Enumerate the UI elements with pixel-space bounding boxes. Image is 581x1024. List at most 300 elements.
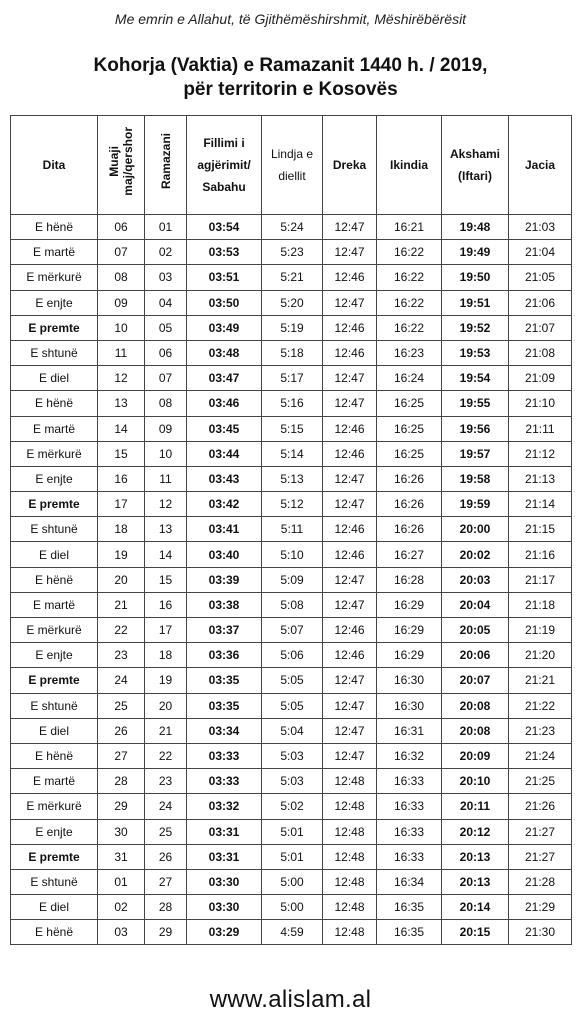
cell-sunrise: 5:07 — [262, 618, 323, 643]
table-row — [11, 844, 572, 869]
cell-day: E mërkurë — [11, 618, 98, 643]
cell-asr: 16:33 — [377, 794, 442, 819]
bismillah-line: Me emrin e Allahut, të Gjithëmëshirshmit, Mëshirëbërësit — [114, 11, 467, 27]
cell-dhuhr: 12:46 — [323, 315, 377, 340]
cell-dhuhr: 12:47 — [323, 718, 377, 743]
cell-sunrise: 5:17 — [262, 366, 323, 391]
table-row — [11, 391, 572, 416]
cell-dhuhr: 12:47 — [323, 290, 377, 315]
cell-ram: 01 — [145, 215, 187, 240]
cell-dhuhr: 12:48 — [323, 794, 377, 819]
cell-month: 21 — [98, 592, 145, 617]
cell-sunrise: 5:14 — [262, 441, 323, 466]
cell-sunrise: 5:20 — [262, 290, 323, 315]
table-row — [11, 416, 572, 441]
table-row — [11, 643, 572, 668]
cell-asr: 16:25 — [377, 416, 442, 441]
cell-dhuhr: 12:47 — [323, 567, 377, 592]
cell-isha: 21:06 — [509, 290, 572, 315]
cell-asr: 16:23 — [377, 340, 442, 365]
cell-ram: 23 — [145, 769, 187, 794]
cell-fajr: 03:48 — [187, 340, 262, 365]
cell-maghrib: 20:08 — [442, 693, 509, 718]
cell-sunrise: 4:59 — [262, 920, 323, 945]
cell-day: E enjte — [11, 466, 98, 491]
cell-isha: 21:27 — [509, 819, 572, 844]
header-ramadan: Ramazani — [145, 116, 187, 215]
cell-sunrise: 5:16 — [262, 391, 323, 416]
cell-ram: 11 — [145, 466, 187, 491]
cell-maghrib: 20:13 — [442, 844, 509, 869]
cell-ram: 05 — [145, 315, 187, 340]
cell-dhuhr: 12:47 — [323, 466, 377, 491]
table-row — [11, 592, 572, 617]
cell-dhuhr: 12:47 — [323, 693, 377, 718]
cell-fajr: 03:30 — [187, 869, 262, 894]
cell-asr: 16:25 — [377, 441, 442, 466]
table-row — [11, 315, 572, 340]
cell-day: E mërkurë — [11, 441, 98, 466]
cell-asr: 16:28 — [377, 567, 442, 592]
cell-dhuhr: 12:47 — [323, 366, 377, 391]
cell-isha: 21:14 — [509, 492, 572, 517]
cell-ram: 02 — [145, 240, 187, 265]
cell-maghrib: 19:52 — [442, 315, 509, 340]
cell-sunrise: 5:18 — [262, 340, 323, 365]
cell-sunrise: 5:11 — [262, 517, 323, 542]
cell-dhuhr: 12:46 — [323, 643, 377, 668]
cell-month: 18 — [98, 517, 145, 542]
cell-fajr: 03:44 — [187, 441, 262, 466]
cell-month: 01 — [98, 869, 145, 894]
cell-day: E hënë — [11, 743, 98, 768]
cell-isha: 21:05 — [509, 265, 572, 290]
cell-isha: 21:26 — [509, 794, 572, 819]
cell-isha: 21:12 — [509, 441, 572, 466]
cell-isha: 21:08 — [509, 340, 572, 365]
cell-fajr: 03:39 — [187, 567, 262, 592]
table-row — [11, 215, 572, 240]
cell-isha: 21:19 — [509, 618, 572, 643]
cell-fajr: 03:35 — [187, 668, 262, 693]
cell-month: 07 — [98, 240, 145, 265]
cell-fajr: 03:35 — [187, 693, 262, 718]
cell-dhuhr: 12:48 — [323, 895, 377, 920]
cell-maghrib: 19:50 — [442, 265, 509, 290]
cell-isha: 21:18 — [509, 592, 572, 617]
cell-ram: 03 — [145, 265, 187, 290]
cell-maghrib: 20:09 — [442, 743, 509, 768]
cell-fajr: 03:37 — [187, 618, 262, 643]
header-maghrib: Akshami (Iftari) — [442, 116, 509, 215]
cell-maghrib: 19:51 — [442, 290, 509, 315]
cell-maghrib: 19:55 — [442, 391, 509, 416]
cell-day: E diel — [11, 718, 98, 743]
cell-sunrise: 5:19 — [262, 315, 323, 340]
cell-isha: 21:03 — [509, 215, 572, 240]
cell-sunrise: 5:05 — [262, 693, 323, 718]
cell-dhuhr: 12:46 — [323, 416, 377, 441]
cell-day: E shtunë — [11, 693, 98, 718]
cell-maghrib: 19:48 — [442, 215, 509, 240]
cell-asr: 16:25 — [377, 391, 442, 416]
title-line-2: për territorin e Kosovës — [183, 79, 398, 100]
cell-fajr: 03:49 — [187, 315, 262, 340]
cell-ram: 10 — [145, 441, 187, 466]
cell-day: E hënë — [11, 391, 98, 416]
cell-isha: 21:22 — [509, 693, 572, 718]
cell-isha: 21:09 — [509, 366, 572, 391]
cell-day: E diel — [11, 366, 98, 391]
cell-isha: 21:20 — [509, 643, 572, 668]
cell-asr: 16:32 — [377, 743, 442, 768]
cell-day: E enjte — [11, 819, 98, 844]
header-isha: Jacia — [509, 116, 572, 215]
cell-fajr: 03:34 — [187, 718, 262, 743]
cell-isha: 21:16 — [509, 542, 572, 567]
cell-asr: 16:27 — [377, 542, 442, 567]
cell-ram: 20 — [145, 693, 187, 718]
cell-maghrib: 19:49 — [442, 240, 509, 265]
table-row — [11, 517, 572, 542]
cell-month: 26 — [98, 718, 145, 743]
cell-asr: 16:26 — [377, 466, 442, 491]
cell-ram: 25 — [145, 819, 187, 844]
cell-isha: 21:07 — [509, 315, 572, 340]
cell-month: 14 — [98, 416, 145, 441]
cell-dhuhr: 12:46 — [323, 441, 377, 466]
cell-ram: 29 — [145, 920, 187, 945]
cell-ram: 17 — [145, 618, 187, 643]
cell-month: 20 — [98, 567, 145, 592]
cell-asr: 16:22 — [377, 265, 442, 290]
cell-asr: 16:24 — [377, 366, 442, 391]
cell-maghrib: 20:12 — [442, 819, 509, 844]
cell-maghrib: 19:56 — [442, 416, 509, 441]
cell-month: 23 — [98, 643, 145, 668]
cell-ram: 08 — [145, 391, 187, 416]
table-row — [11, 441, 572, 466]
cell-fajr: 03:51 — [187, 265, 262, 290]
cell-ram: 26 — [145, 844, 187, 869]
cell-asr: 16:22 — [377, 315, 442, 340]
cell-maghrib: 20:06 — [442, 643, 509, 668]
table-row — [11, 718, 572, 743]
cell-dhuhr: 12:46 — [323, 618, 377, 643]
cell-sunrise: 5:00 — [262, 895, 323, 920]
cell-isha: 21:27 — [509, 844, 572, 869]
cell-day: E hënë — [11, 215, 98, 240]
cell-maghrib: 20:10 — [442, 769, 509, 794]
cell-day: E premte — [11, 844, 98, 869]
cell-dhuhr: 12:47 — [323, 240, 377, 265]
cell-dhuhr: 12:48 — [323, 920, 377, 945]
cell-sunrise: 5:06 — [262, 643, 323, 668]
cell-fajr: 03:43 — [187, 466, 262, 491]
cell-maghrib: 19:57 — [442, 441, 509, 466]
cell-month: 09 — [98, 290, 145, 315]
cell-sunrise: 5:01 — [262, 819, 323, 844]
cell-maghrib: 19:59 — [442, 492, 509, 517]
cell-month: 30 — [98, 819, 145, 844]
cell-fajr: 03:40 — [187, 542, 262, 567]
cell-month: 15 — [98, 441, 145, 466]
cell-day: E shtunë — [11, 517, 98, 542]
cell-maghrib: 20:03 — [442, 567, 509, 592]
cell-fajr: 03:30 — [187, 895, 262, 920]
cell-ram: 07 — [145, 366, 187, 391]
table-row — [11, 340, 572, 365]
cell-fajr: 03:33 — [187, 743, 262, 768]
title-line-1: Kohorja (Vaktia) e Ramazanit 1440 h. / 2019, — [93, 55, 488, 76]
cell-maghrib: 20:13 — [442, 869, 509, 894]
header-month-text: Muaji maj/qershor — [107, 127, 135, 196]
table-row — [11, 769, 572, 794]
cell-asr: 16:33 — [377, 769, 442, 794]
cell-day: E enjte — [11, 643, 98, 668]
cell-isha: 21:28 — [509, 869, 572, 894]
header-dhuhr: Dreka — [323, 116, 377, 215]
table-row — [11, 668, 572, 693]
cell-ram: 14 — [145, 542, 187, 567]
cell-day: E diel — [11, 542, 98, 567]
cell-fajr: 03:50 — [187, 290, 262, 315]
cell-sunrise: 5:23 — [262, 240, 323, 265]
cell-month: 31 — [98, 844, 145, 869]
cell-asr: 16:34 — [377, 869, 442, 894]
cell-dhuhr: 12:47 — [323, 668, 377, 693]
cell-dhuhr: 12:46 — [323, 517, 377, 542]
cell-isha: 21:10 — [509, 391, 572, 416]
table-row — [11, 366, 572, 391]
table-row — [11, 693, 572, 718]
cell-month: 08 — [98, 265, 145, 290]
cell-isha: 21:23 — [509, 718, 572, 743]
cell-asr: 16:29 — [377, 618, 442, 643]
cell-month: 06 — [98, 215, 145, 240]
page-title — [0, 54, 581, 102]
cell-fajr: 03:32 — [187, 794, 262, 819]
cell-dhuhr: 12:48 — [323, 769, 377, 794]
cell-month: 25 — [98, 693, 145, 718]
cell-fajr: 03:29 — [187, 920, 262, 945]
cell-asr: 16:29 — [377, 592, 442, 617]
cell-fajr: 03:53 — [187, 240, 262, 265]
cell-month: 24 — [98, 668, 145, 693]
cell-ram: 24 — [145, 794, 187, 819]
cell-sunrise: 5:08 — [262, 592, 323, 617]
cell-fajr: 03:31 — [187, 844, 262, 869]
cell-isha: 21:21 — [509, 668, 572, 693]
table-row — [11, 920, 572, 945]
cell-fajr: 03:42 — [187, 492, 262, 517]
table-row — [11, 618, 572, 643]
cell-fajr: 03:47 — [187, 366, 262, 391]
cell-dhuhr: 12:46 — [323, 542, 377, 567]
cell-isha: 21:13 — [509, 466, 572, 491]
cell-month: 02 — [98, 895, 145, 920]
cell-sunrise: 5:00 — [262, 869, 323, 894]
cell-isha: 21:17 — [509, 567, 572, 592]
cell-asr: 16:33 — [377, 844, 442, 869]
cell-fajr: 03:54 — [187, 215, 262, 240]
cell-dhuhr: 12:46 — [323, 340, 377, 365]
cell-isha: 21:25 — [509, 769, 572, 794]
cell-isha: 21:11 — [509, 416, 572, 441]
table-row — [11, 290, 572, 315]
cell-day: E martë — [11, 240, 98, 265]
cell-month: 11 — [98, 340, 145, 365]
cell-fajr: 03:33 — [187, 769, 262, 794]
cell-asr: 16:30 — [377, 693, 442, 718]
cell-sunrise: 5:02 — [262, 794, 323, 819]
table-row — [11, 466, 572, 491]
cell-dhuhr: 12:48 — [323, 869, 377, 894]
cell-day: E hënë — [11, 920, 98, 945]
cell-day: E hënë — [11, 567, 98, 592]
cell-ram: 15 — [145, 567, 187, 592]
cell-asr: 16:26 — [377, 517, 442, 542]
cell-sunrise: 5:03 — [262, 769, 323, 794]
cell-day: E mërkurë — [11, 265, 98, 290]
cell-ram: 06 — [145, 340, 187, 365]
cell-asr: 16:22 — [377, 240, 442, 265]
cell-dhuhr: 12:48 — [323, 844, 377, 869]
table-row — [11, 895, 572, 920]
cell-asr: 16:31 — [377, 718, 442, 743]
cell-maghrib: 19:53 — [442, 340, 509, 365]
cell-dhuhr: 12:47 — [323, 592, 377, 617]
cell-sunrise: 5:24 — [262, 215, 323, 240]
cell-dhuhr: 12:47 — [323, 391, 377, 416]
cell-ram: 13 — [145, 517, 187, 542]
cell-sunrise: 5:15 — [262, 416, 323, 441]
cell-asr: 16:35 — [377, 895, 442, 920]
header-fajr: Fillimi i agjërimit/ Sabahu — [187, 116, 262, 215]
cell-month: 03 — [98, 920, 145, 945]
table-row — [11, 492, 572, 517]
cell-asr: 16:35 — [377, 920, 442, 945]
cell-fajr: 03:45 — [187, 416, 262, 441]
cell-sunrise: 5:13 — [262, 466, 323, 491]
cell-isha: 21:29 — [509, 895, 572, 920]
cell-day: E diel — [11, 895, 98, 920]
cell-day: E enjte — [11, 290, 98, 315]
cell-asr: 16:30 — [377, 668, 442, 693]
cell-sunrise: 5:10 — [262, 542, 323, 567]
cell-maghrib: 20:07 — [442, 668, 509, 693]
cell-month: 17 — [98, 492, 145, 517]
cell-month: 29 — [98, 794, 145, 819]
cell-isha: 21:24 — [509, 743, 572, 768]
cell-asr: 16:22 — [377, 290, 442, 315]
cell-asr: 16:29 — [377, 643, 442, 668]
cell-month: 19 — [98, 542, 145, 567]
cell-dhuhr: 12:48 — [323, 819, 377, 844]
cell-maghrib: 19:58 — [442, 466, 509, 491]
cell-asr: 16:26 — [377, 492, 442, 517]
website-footer: www.alislam.al — [209, 986, 372, 1013]
cell-maghrib: 19:54 — [442, 366, 509, 391]
cell-month: 10 — [98, 315, 145, 340]
table-row — [11, 819, 572, 844]
cell-sunrise: 5:04 — [262, 718, 323, 743]
cell-sunrise: 5:03 — [262, 743, 323, 768]
cell-dhuhr: 12:46 — [323, 265, 377, 290]
cell-month: 12 — [98, 366, 145, 391]
cell-ram: 12 — [145, 492, 187, 517]
cell-maghrib: 20:00 — [442, 517, 509, 542]
cell-day: E premte — [11, 492, 98, 517]
cell-maghrib: 20:11 — [442, 794, 509, 819]
cell-month: 27 — [98, 743, 145, 768]
ramadan-timetable — [10, 115, 572, 945]
table-row — [11, 265, 572, 290]
cell-maghrib: 20:15 — [442, 920, 509, 945]
cell-ram: 16 — [145, 592, 187, 617]
cell-day: E shtunë — [11, 869, 98, 894]
cell-maghrib: 20:14 — [442, 895, 509, 920]
cell-sunrise: 5:05 — [262, 668, 323, 693]
cell-ram: 28 — [145, 895, 187, 920]
cell-ram: 22 — [145, 743, 187, 768]
cell-ram: 09 — [145, 416, 187, 441]
cell-fajr: 03:31 — [187, 819, 262, 844]
cell-day: E shtunë — [11, 340, 98, 365]
cell-sunrise: 5:12 — [262, 492, 323, 517]
cell-isha: 21:15 — [509, 517, 572, 542]
cell-maghrib: 20:08 — [442, 718, 509, 743]
cell-sunrise: 5:21 — [262, 265, 323, 290]
cell-maghrib: 20:02 — [442, 542, 509, 567]
cell-sunrise: 5:01 — [262, 844, 323, 869]
table-row — [11, 869, 572, 894]
cell-isha: 21:04 — [509, 240, 572, 265]
cell-sunrise: 5:09 — [262, 567, 323, 592]
header-row — [11, 116, 572, 215]
cell-dhuhr: 12:47 — [323, 743, 377, 768]
cell-maghrib: 20:04 — [442, 592, 509, 617]
header-day: Dita — [11, 116, 98, 215]
cell-ram: 19 — [145, 668, 187, 693]
cell-fajr: 03:41 — [187, 517, 262, 542]
cell-month: 16 — [98, 466, 145, 491]
cell-ram: 21 — [145, 718, 187, 743]
header-sunrise: Lindja e diellit — [262, 116, 323, 215]
cell-isha: 21:30 — [509, 920, 572, 945]
cell-day: E premte — [11, 668, 98, 693]
table-row — [11, 240, 572, 265]
cell-month: 13 — [98, 391, 145, 416]
cell-day: E premte — [11, 315, 98, 340]
cell-dhuhr: 12:47 — [323, 215, 377, 240]
cell-month: 28 — [98, 769, 145, 794]
table-row — [11, 743, 572, 768]
header-month — [98, 116, 145, 215]
cell-asr: 16:21 — [377, 215, 442, 240]
cell-day: E martë — [11, 592, 98, 617]
header-asr: Ikindia — [377, 116, 442, 215]
cell-maghrib: 20:05 — [442, 618, 509, 643]
table-row — [11, 542, 572, 567]
table-row — [11, 794, 572, 819]
cell-day: E martë — [11, 769, 98, 794]
cell-asr: 16:33 — [377, 819, 442, 844]
cell-ram: 18 — [145, 643, 187, 668]
cell-dhuhr: 12:47 — [323, 492, 377, 517]
cell-fajr: 03:38 — [187, 592, 262, 617]
cell-day: E mërkurë — [11, 794, 98, 819]
